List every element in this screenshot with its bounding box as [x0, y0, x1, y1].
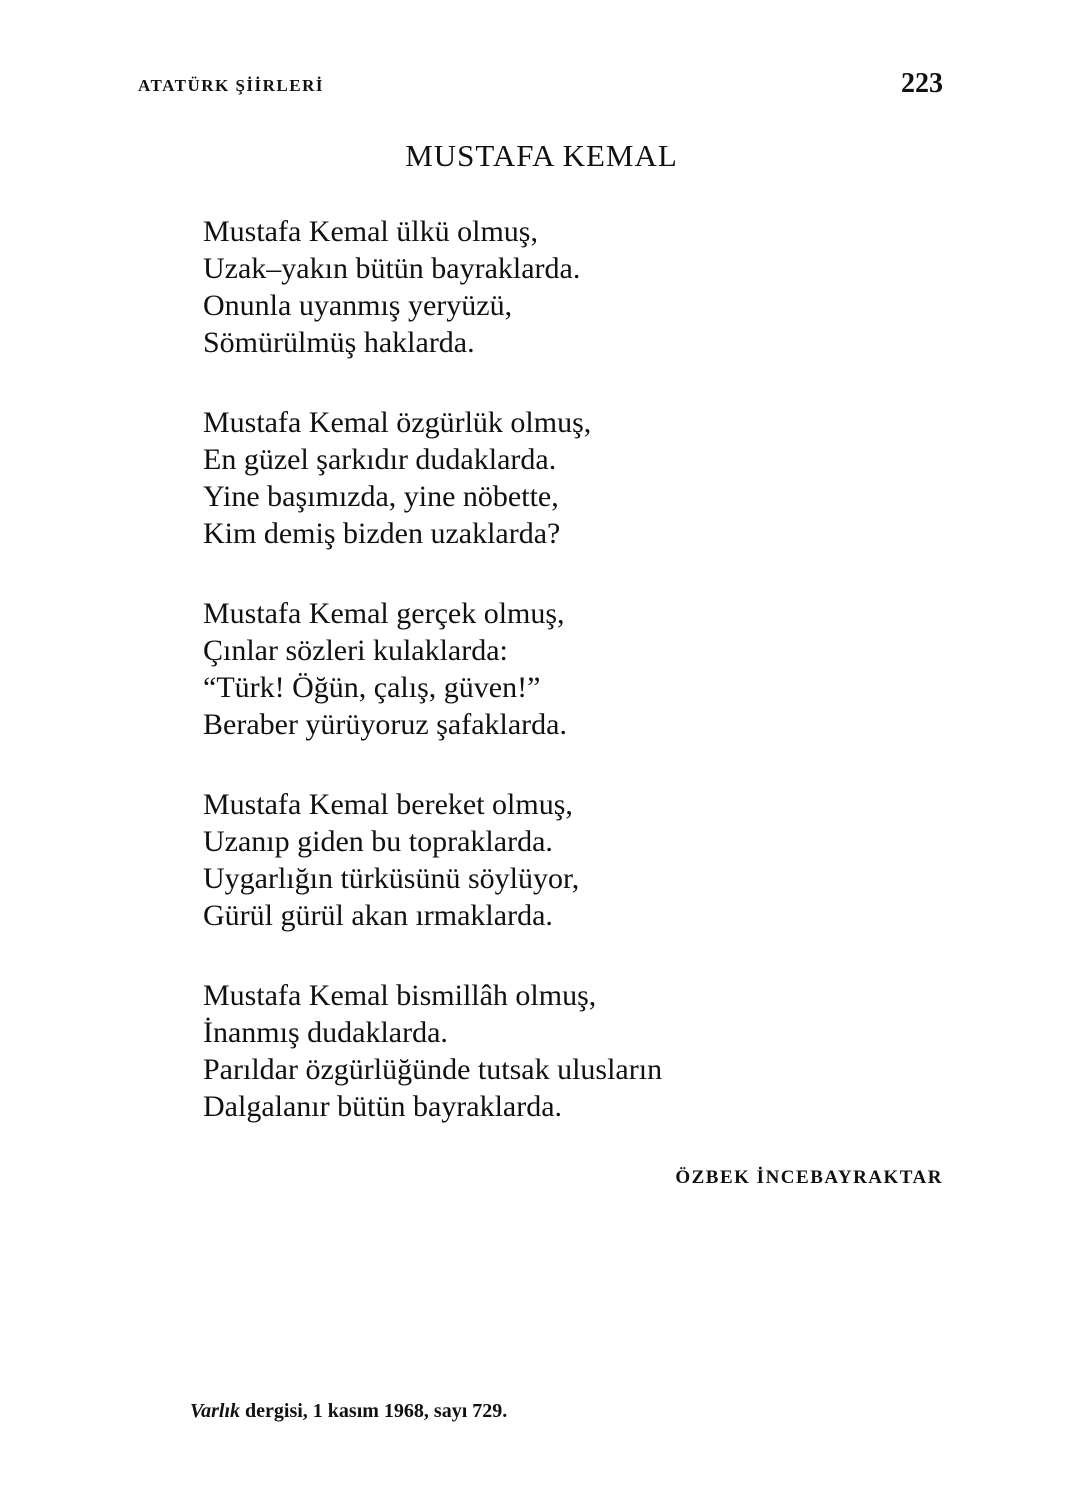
poem-line: İnanmış dudaklarda.	[203, 1016, 448, 1049]
poem-line: Beraber yürüyoruz şafaklarda.	[203, 708, 567, 741]
poem-body	[203, 213, 662, 1168]
poem-line: Mustafa Kemal gerçek olmuş,	[203, 597, 565, 630]
poem-line: Uygarlığın türküsünü söylüyor,	[203, 862, 580, 895]
poem-line: Onunla uyanmış yeryüzü,	[203, 289, 513, 322]
poem-line: Uzanıp giden bu topraklarda.	[203, 825, 553, 858]
stanza-5	[203, 977, 662, 1125]
poem-line: Sömürülmüş haklarda.	[203, 326, 475, 359]
poem-line: Gürül gürül akan ırmaklarda.	[203, 899, 553, 932]
source-details: dergisi, 1 kasım 1968, sayı 729.	[240, 1400, 508, 1422]
poem-line: Dalgalanır bütün bayraklarda.	[203, 1090, 563, 1123]
poem-author: ÖZBEK İNCEBAYRAKTAR	[675, 1167, 943, 1188]
poem-line: Mustafa Kemal özgürlük olmuş,	[203, 406, 592, 439]
poem-line: Parıldar özgürlüğünde tutsak ulusların	[203, 1053, 663, 1086]
page-number: 223	[901, 68, 943, 99]
poem-line: Uzak–yakın bütün bayraklarda.	[203, 252, 581, 285]
poem-line: Kim demiş bizden uzaklarda?	[203, 517, 561, 550]
stanza-1	[203, 213, 662, 361]
poem-title: MUSTAFA KEMAL	[405, 138, 678, 173]
running-title: ATATÜRK ŞİİRLERİ	[138, 76, 325, 95]
source-citation	[190, 1400, 507, 1423]
poem-line: Mustafa Kemal bismillâh olmuş,	[203, 979, 597, 1012]
poem-line: Mustafa Kemal ülkü olmuş,	[203, 215, 538, 248]
poem-line: “Türk! Öğün, çalış, güven!”	[203, 671, 541, 704]
poem-line: En güzel şarkıdır dudaklarda.	[203, 443, 557, 476]
magazine-name: Varlık	[190, 1400, 241, 1422]
poem-line: Yine başımızda, yine nöbette,	[203, 480, 559, 513]
poem-line: Çınlar sözleri kulaklarda:	[203, 634, 508, 667]
stanza-2	[203, 404, 662, 552]
poem-line: Mustafa Kemal bereket olmuş,	[203, 788, 573, 821]
stanza-3	[203, 595, 662, 743]
stanza-4	[203, 786, 662, 934]
